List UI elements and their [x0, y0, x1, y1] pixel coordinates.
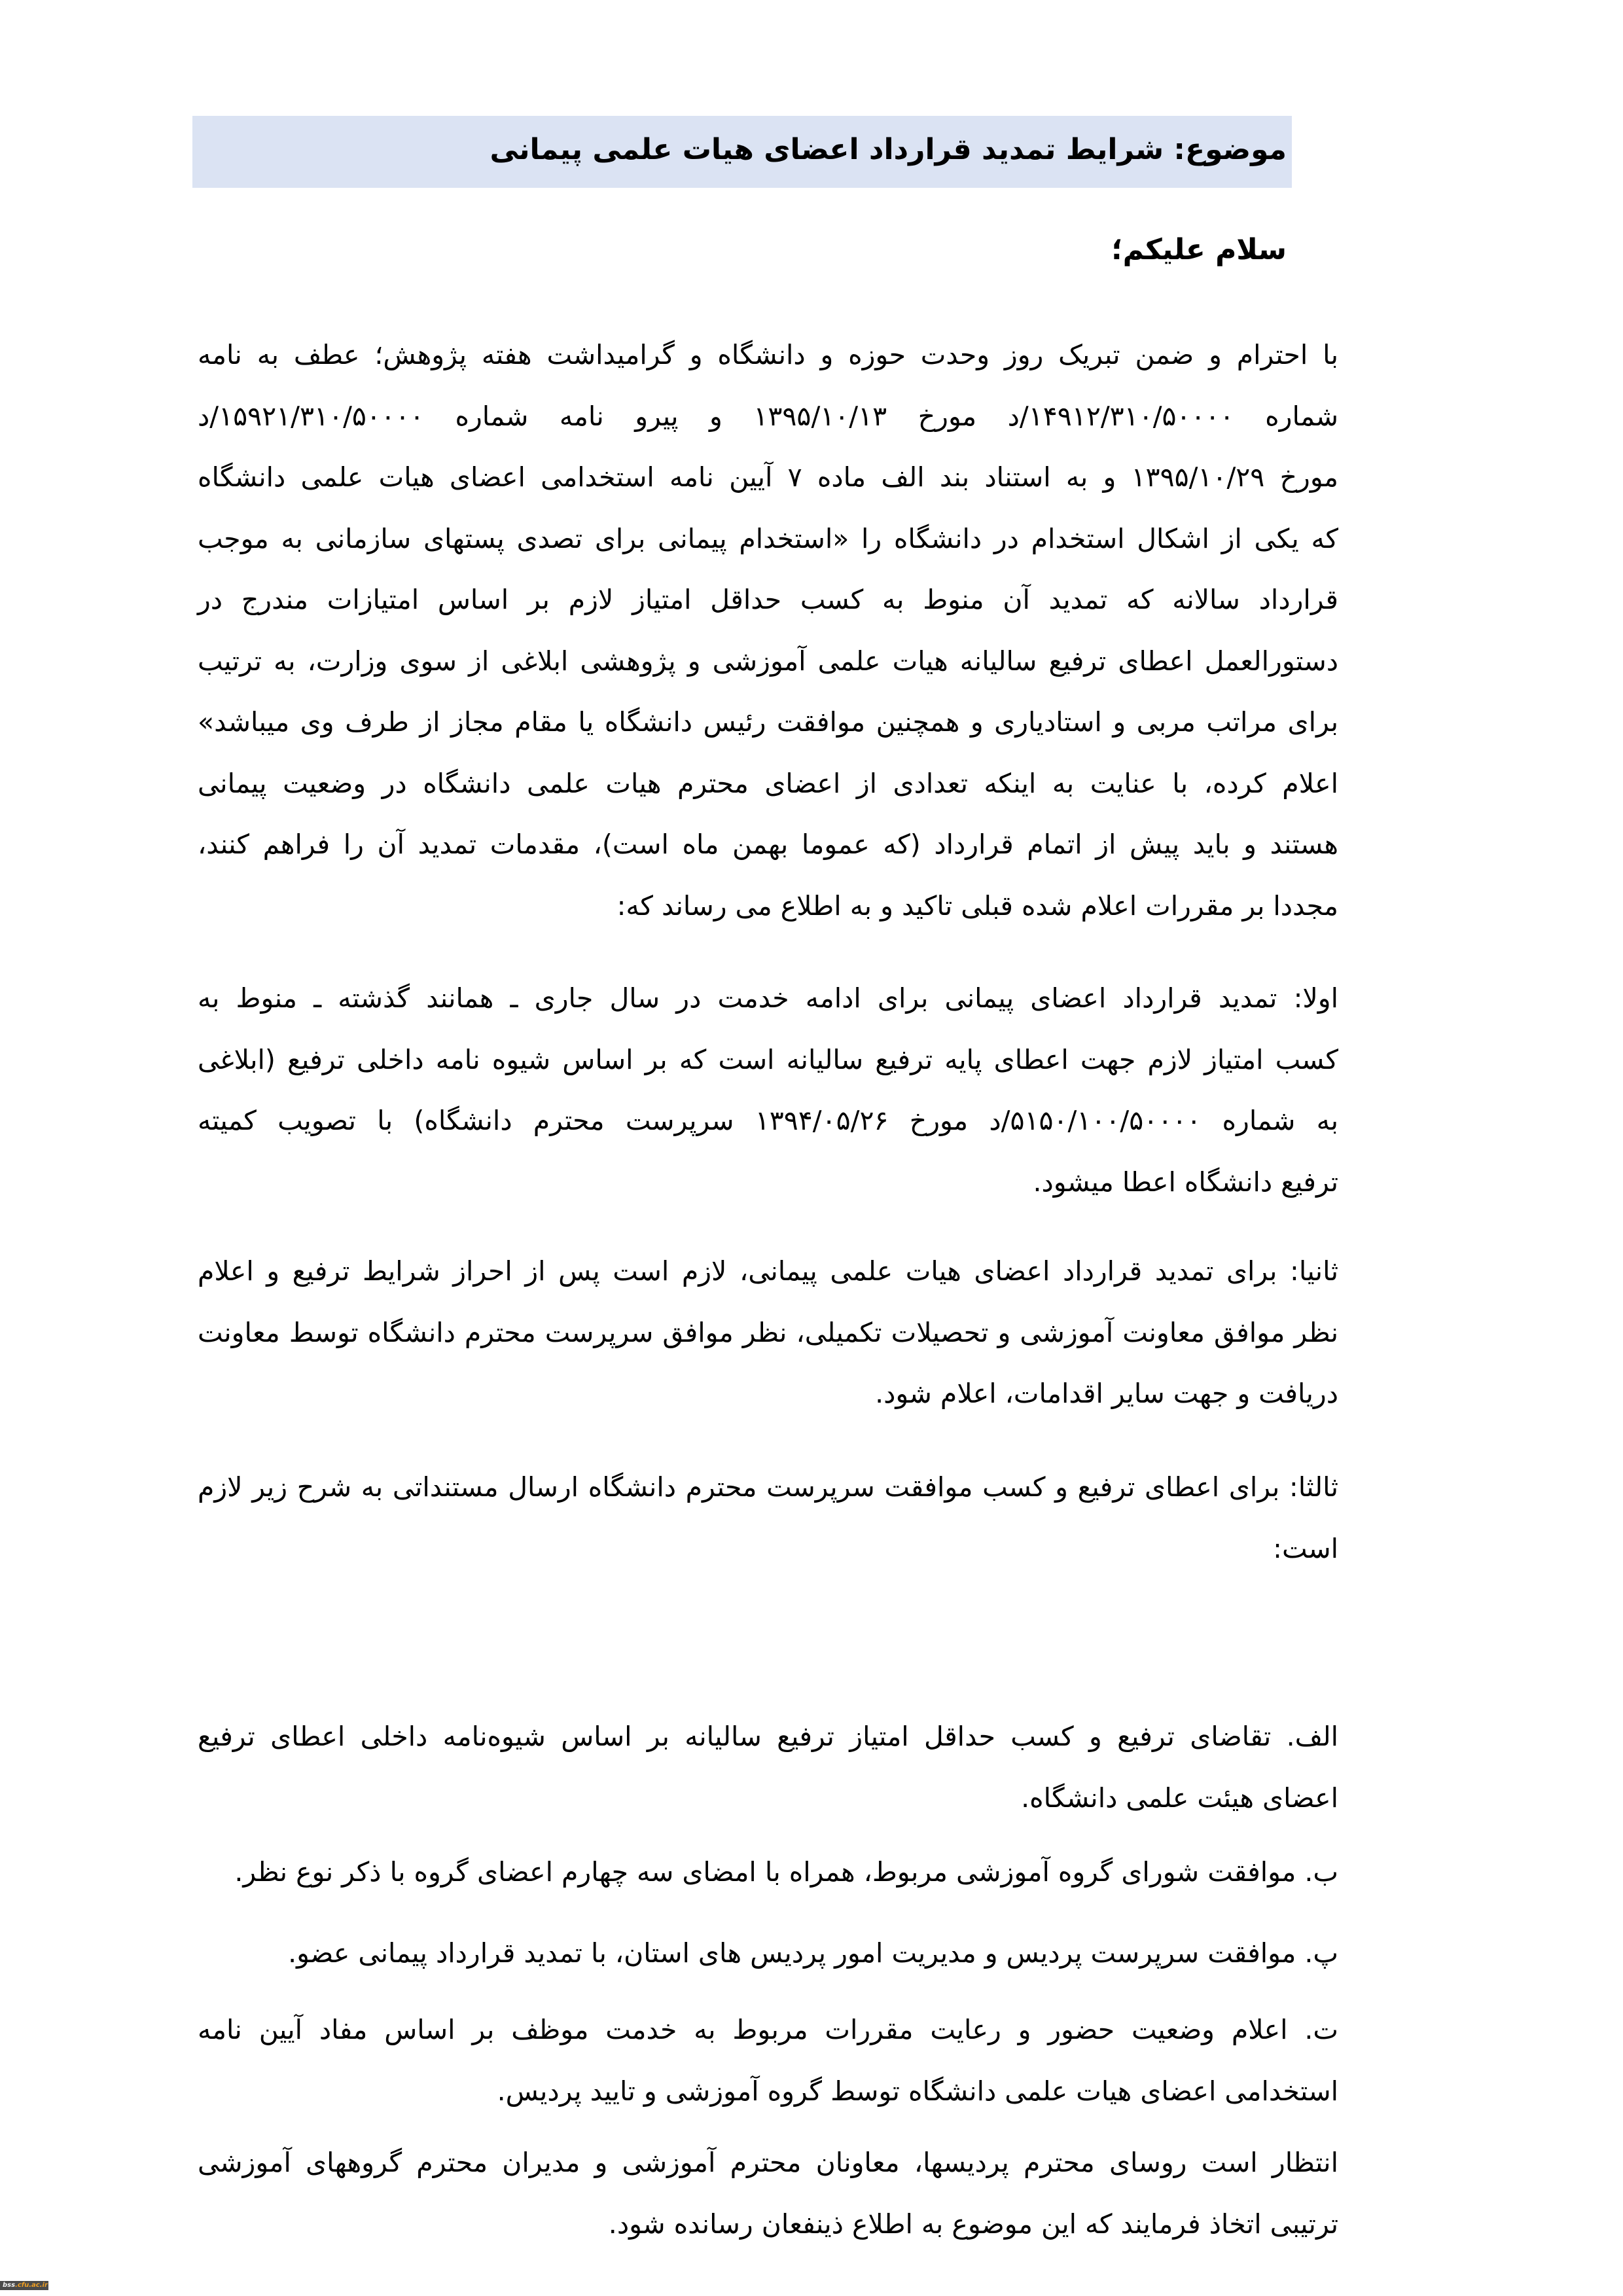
paragraph-line: ثانیا: برای تمدید قرارداد اعضای هیات علمی پیمانی، لازم است پس از احراز شرایط ترفیع و اعلام [198, 1255, 1338, 1287]
paragraph-line: مورخ ۱۳۹۵/۱۰/۲۹ و به استناد بند الف ماده ۷ آیین نامه استخدامی اعضای هیات علمی دانشگاه [198, 461, 1338, 493]
paragraph-line: شماره ۱۴۹۱۲/۳۱۰/۵۰۰۰۰/د مورخ ۱۳۹۵/۱۰/۱۳ و پیرو نامه شماره ۱۵۹۲۱/۳۱۰/۵۰۰۰۰/د [198, 400, 1339, 432]
subject-title: موضوع: شرایط تمدید قرارداد اعضای هیات علمی پیمانی [490, 133, 1287, 166]
list-item-be [198, 1842, 1338, 1903]
paragraph-third [198, 1457, 1338, 1579]
paragraph-line: با احترام و ضمن تبریک روز وحدت حوزه و دانشگاه و گرامیداشت هفته پژوهش؛ عطف به نامه [198, 339, 1338, 370]
paragraph-line: ثالثا: برای اعطای ترفیع و کسب موافقت سرپرست محترم دانشگاه ارسال مستنداتی به شرح زیر لازم [198, 1471, 1338, 1503]
paragraph-line: قرارداد سالانه که تمدید آن منوط به کسب حداقل امتیاز لازم بر اساس امتیازات مندرج در [198, 584, 1338, 615]
watermark-prefix: bss [3, 2282, 16, 2289]
greeting: سلام علیکم؛ [1111, 233, 1287, 266]
paragraph-intro [198, 325, 1338, 937]
paragraph-line: پ. موافقت سرپرست پردیس و مدیریت امور پردیس های استان، با تمدید قرارداد پیمانی عضو. [288, 1937, 1338, 1969]
site-watermark [0, 2281, 48, 2290]
paragraph-line: ب. موافقت شورای گروه آموزشی مربوط، همراه با امضای سه چهارم اعضای گروه با ذکر نوع نظر. [234, 1856, 1338, 1888]
paragraph-line: مجددا بر مقررات اعلام شده قبلی تاکید و به اطلاع می رساند که: [616, 889, 1338, 922]
paragraph-line: اعضای هیئت علمی دانشگاه. [1021, 1782, 1338, 1814]
paragraph-line: انتظار است روسای محترم پردیسها، معاونان محترم آموزشی و مدیران محترم گروههای آموزشی [198, 2147, 1338, 2178]
paragraph-second [198, 1241, 1338, 1425]
paragraph-line: هستند و باید پیش از اتمام قرارداد (که عموما بهمن ماه است)، مقدمات تمدید آن را فراهم کنند، [198, 829, 1338, 860]
paragraph-first [198, 968, 1338, 1213]
paragraph-line: استخدامی اعضای هیات علمی دانشگاه توسط گروه آموزشی و تایید پردیس. [497, 2075, 1338, 2107]
paragraph-line: به شماره ۵۱۵۰/۱۰۰/۵۰۰۰۰/د مورخ ۱۳۹۴/۰۵/۲۶ سرپرست محترم دانشگاه) با تصویب کمیته [198, 1105, 1338, 1136]
list-item-te [198, 2000, 1338, 2122]
paragraph-line: الف. تقاضای ترفیع و کسب حداقل امتیاز ترفیع سالیانه بر اساس شیوه‌نامه داخلی اعطای ترفیع [198, 1721, 1338, 1752]
paragraph-line: دستورالعمل اعطای ترفیع سالیانه هیات علمی آموزشی و پژوهشی ابلاغی از سوی وزارت، به ترتیب [198, 645, 1338, 677]
paragraph-line: نظر موافق معاونت آموزشی و تحصیلات تکمیلی، نظر موافق سرپرست محترم دانشگاه توسط معاونت [198, 1316, 1338, 1348]
paragraph-line: ت. اعلام وضعیت حضور و رعایت مقررات مربوط به خدمت موظف بر اساس مفاد آیین نامه [198, 2014, 1338, 2045]
paragraph-line: ترتیبی اتخاذ فرمایند که این موضوع به اطلاع ذینفعان رسانده شود. [608, 2208, 1338, 2240]
paragraph-line: برای مراتب مربی و استادیاری و همچنین موافقت رئیس دانشگاه یا مقام مجاز از طرف وی میباشد» [198, 706, 1338, 738]
list-item-alef [198, 1706, 1338, 1829]
paragraph-line: اعلام کرده، با عنایت به اینکه تعدادی از اعضای محترم هیات علمی دانشگاه در وضعیت پیمانی [198, 767, 1338, 799]
paragraph-line: ترفیع دانشگاه اعطا میشود. [1033, 1166, 1338, 1198]
paragraph-line: اولا: تمدید قرارداد اعضای پیمانی برای ادامه خدمت در سال جاری ـ همانند گذشته ـ منوط به [198, 982, 1338, 1014]
paragraph-line: دریافت و جهت سایر اقدامات، اعلام شود. [875, 1378, 1338, 1409]
subject-banner [192, 116, 1292, 188]
watermark-domain: .cfu.ac.ir [15, 2282, 48, 2289]
paragraph-closing [198, 2132, 1338, 2255]
paragraph-line: که یکی از اشکال استخدام در دانشگاه را «استخدام پیمانی برای تصدی پستهای سازمانی به موجب [198, 522, 1338, 554]
paragraph-line: است: [1273, 1532, 1338, 1564]
paragraph-line: کسب امتیاز لازم جهت اعطای پایه ترفیع سالیانه است که بر اساس شیوه نامه داخلی ترفیع (ابلاغی [198, 1043, 1338, 1075]
list-item-pe [198, 1923, 1338, 1984]
